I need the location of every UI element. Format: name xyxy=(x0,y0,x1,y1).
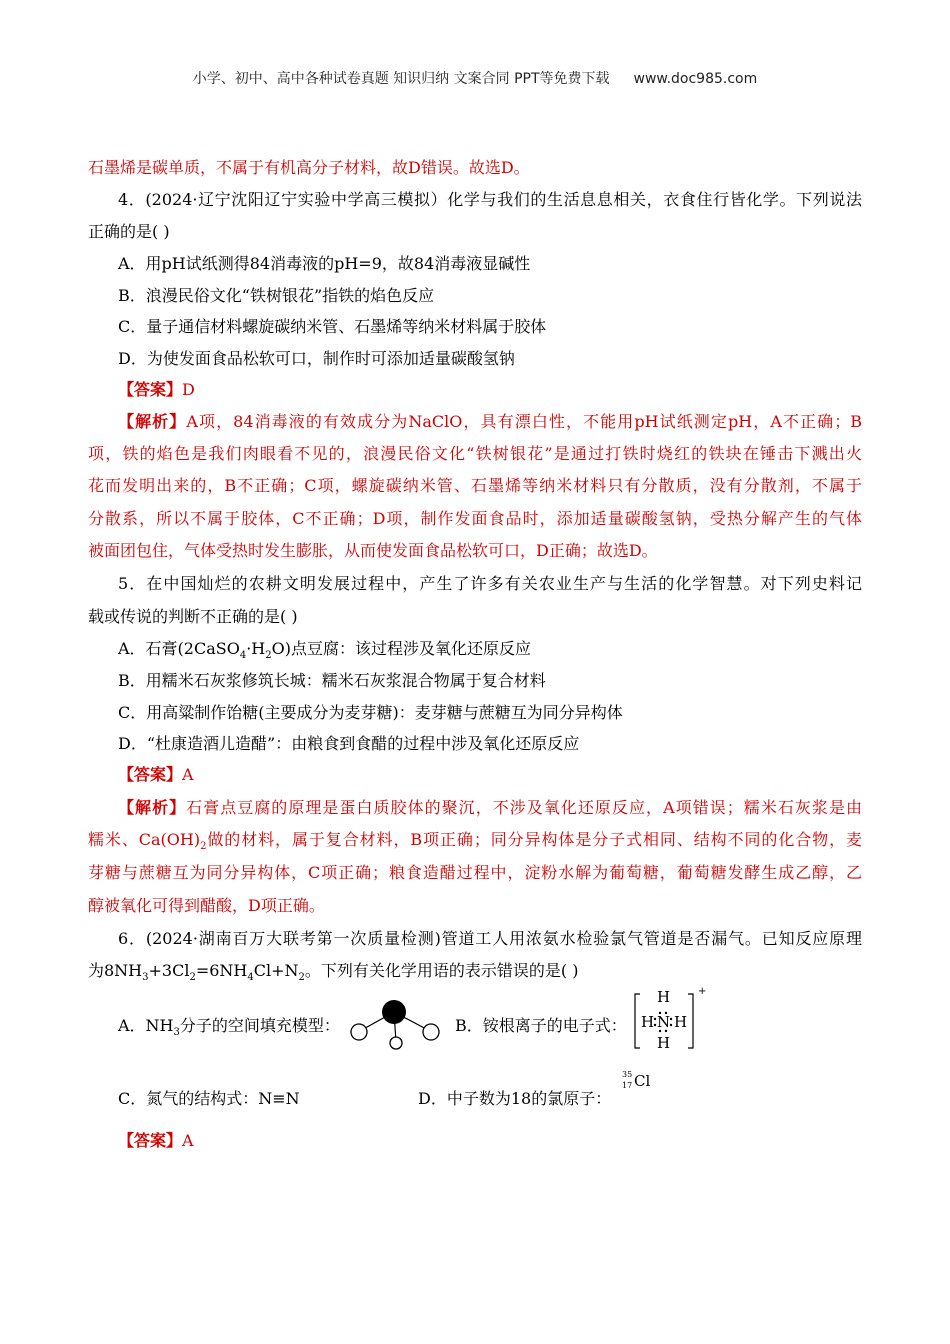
q6-stem-text: Cl+N xyxy=(253,961,299,980)
answer-label: 【答案】 xyxy=(118,765,183,784)
q4-option-c: C．量子通信材料螺旋碳纳米管、石墨烯等纳米材料属于胶体 xyxy=(118,317,547,336)
q4-analysis-line4: 分散系，所以不属于胶体，C不正确；D项，制作发面食品时，添加适量碳酸氢钠，受热分解产生的气体 xyxy=(88,509,862,528)
q6-answer xyxy=(118,1131,862,1151)
answer-value: D xyxy=(182,380,195,399)
q4-stem-line2: 正确的是( ) xyxy=(88,222,170,241)
n-atom-circle xyxy=(382,1000,406,1024)
q5-answer xyxy=(118,765,862,785)
page-header xyxy=(0,68,950,88)
q5-option-c: C．用高粱制作饴糖(主要成分为麦芽糖)：麦芽糖与蔗糖互为同分异构体 xyxy=(118,703,623,722)
q5-a-text: A．石膏(2CaSO xyxy=(118,639,240,658)
q6-a-text: 分子的空间填充模型： xyxy=(179,1016,340,1035)
q4-option-d: D．为使发面食品松软可口，制作时可添加适量碳酸氢钠 xyxy=(118,349,515,368)
q5-a-sub: 4 xyxy=(239,650,247,662)
q4-answer xyxy=(118,380,862,400)
q6-stem-text: =6NH xyxy=(195,961,248,980)
ammonium-electron-formula xyxy=(632,988,710,1052)
q5-option-d: D．“杜康造酒儿造醋”：由粮食到食醋的过程中涉及氧化还原反应 xyxy=(118,734,580,753)
analysis-label: 【解析】 xyxy=(118,412,187,431)
element-symbol: Cl xyxy=(634,1072,651,1090)
q6-stem-text: 为8NH xyxy=(88,961,143,980)
q5-stem-line2: 载或传说的判断不正确的是( ) xyxy=(88,607,298,626)
q4-analysis-line2: 项，铁的焰色是我们肉眼看不见的，浪漫民俗文化“铁树银花”是通过打铁时烧红的铁块在锤击下溅出火 xyxy=(88,444,862,463)
q5-analysis-line4: 醇被氧化可得到醋酸，D项正确。 xyxy=(88,896,325,915)
h-atom-circle xyxy=(351,1024,367,1040)
analysis-label: 【解析】 xyxy=(118,798,187,817)
q4-analysis-line5: 被面团包住，气体受热时发生膨胀，从而使发面食品松软可口，D正确；故选D。 xyxy=(88,541,658,560)
analysis-text: 石膏点豆腐的原理是蛋白质胶体的聚沉，不涉及氧化还原反应，A项错误；糯米石灰浆是由 xyxy=(186,798,862,817)
q6-option-b: B．铵根离子的电子式： xyxy=(455,1016,627,1035)
q5-analysis-line1 xyxy=(118,798,862,818)
q6-stem-line1: 6．(2024·湖南百万大联考第一次质量检测)管道工人用浓氨水检验氯气管道是否漏气。已知反应原理 xyxy=(118,929,862,948)
q4-option-b: B．浪漫民俗文化“铁树银花”指铁的焰色反应 xyxy=(118,286,435,305)
answer-value: A xyxy=(182,765,194,784)
q4-analysis-line3: 花而发明出来的，B不正确；C项，螺旋碳纳米管、石墨烯等纳米材料只有分散质，没有分散剂，不属于 xyxy=(88,476,862,495)
n-center: N xyxy=(657,1013,671,1031)
h-atom-circle xyxy=(390,1037,402,1049)
answer-label: 【答案】 xyxy=(118,380,183,399)
analysis-text: 糯米、Ca(OH) xyxy=(88,830,201,849)
q6-a-text: A．NH xyxy=(118,1016,174,1035)
q6-stem-sub: 3 xyxy=(142,972,149,984)
q5-a-text: O)点豆腐：该过程涉及氧化还原反应 xyxy=(271,639,532,658)
q5-option-a xyxy=(118,639,862,666)
q6-stem-sub: 4 xyxy=(247,972,254,984)
mass-number: 35 xyxy=(622,1070,633,1079)
q6-stem-text: 。下列有关化学用语的表示错误的是( ) xyxy=(304,961,579,980)
atomic-number: 17 xyxy=(622,1081,633,1090)
h-left: H xyxy=(641,1013,655,1031)
q6-stem-line2 xyxy=(88,961,862,988)
q6-stem-text: +3Cl xyxy=(148,961,190,980)
h-bottom: H xyxy=(657,1034,671,1052)
q5-analysis-line2 xyxy=(88,830,862,857)
analysis-text: 做的材料，属于复合材料，B项正确；同分异构体是分子式相同、结构不同的化合物，麦 xyxy=(206,830,862,849)
header-text: 小学、初中、高中各种试卷真题 知识归纳 文案合同 PPT等免费下载 xyxy=(192,71,610,87)
chlorine-isotope-symbol xyxy=(622,1070,662,1096)
intro-line: 石墨烯是碳单质，不属于有机高分子材料，故D错误。故选D。 xyxy=(88,158,530,177)
q5-a-sub: 2 xyxy=(265,650,272,662)
answer-label: 【答案】 xyxy=(118,1131,183,1150)
h-top: H xyxy=(657,988,671,1006)
q4-option-a: A．用pH试纸测得84消毒液的pH=9，故84消毒液显碱性 xyxy=(118,254,531,273)
q5-stem-line1: 5．在中国灿烂的农耕文明发展过程中，产生了许多有关农业生产与生活的化学智慧。对下列史料记 xyxy=(118,574,862,593)
h-right: H xyxy=(674,1013,688,1031)
answer-value: A xyxy=(182,1131,194,1150)
q6-stem-sub: 2 xyxy=(298,972,305,984)
q4-stem-line1: 4．(2024·辽宁沈阳辽宁实验中学高三模拟）化学与我们的生活息息相关，衣食住行皆化学。下列说法 xyxy=(118,190,862,209)
q6-a-sub: 3 xyxy=(173,1027,180,1039)
q6-option-d: D．中子数为18的氯原子： xyxy=(418,1089,612,1108)
q6-option-c: C．氮气的结构式：N≡N xyxy=(118,1089,300,1108)
q5-a-text: ·H xyxy=(246,639,266,658)
q5-analysis-line3: 芽糖与蔗糖互为同分异构体，C项正确；粮食造醋过程中，淀粉水解为葡萄糖，葡萄糖发酵生成乙醇，乙 xyxy=(88,863,862,882)
h-atom-circle xyxy=(423,1024,439,1040)
analysis-sub: 2 xyxy=(200,841,207,853)
q6-stem-sub: 2 xyxy=(189,972,196,984)
q5-option-b: B．用糯米石灰浆修筑长城：糯米石灰浆混合物属于复合材料 xyxy=(118,671,546,690)
analysis-text: A项，84消毒液的有效成分为NaClO，具有漂白性，不能用pH试纸测定pH，A不正确；B xyxy=(186,412,862,431)
charge-plus: + xyxy=(698,986,707,997)
header-url[interactable]: www.doc985.com xyxy=(633,71,758,87)
q4-analysis-line1 xyxy=(118,412,862,432)
nh3-space-filling-model xyxy=(340,996,445,1056)
